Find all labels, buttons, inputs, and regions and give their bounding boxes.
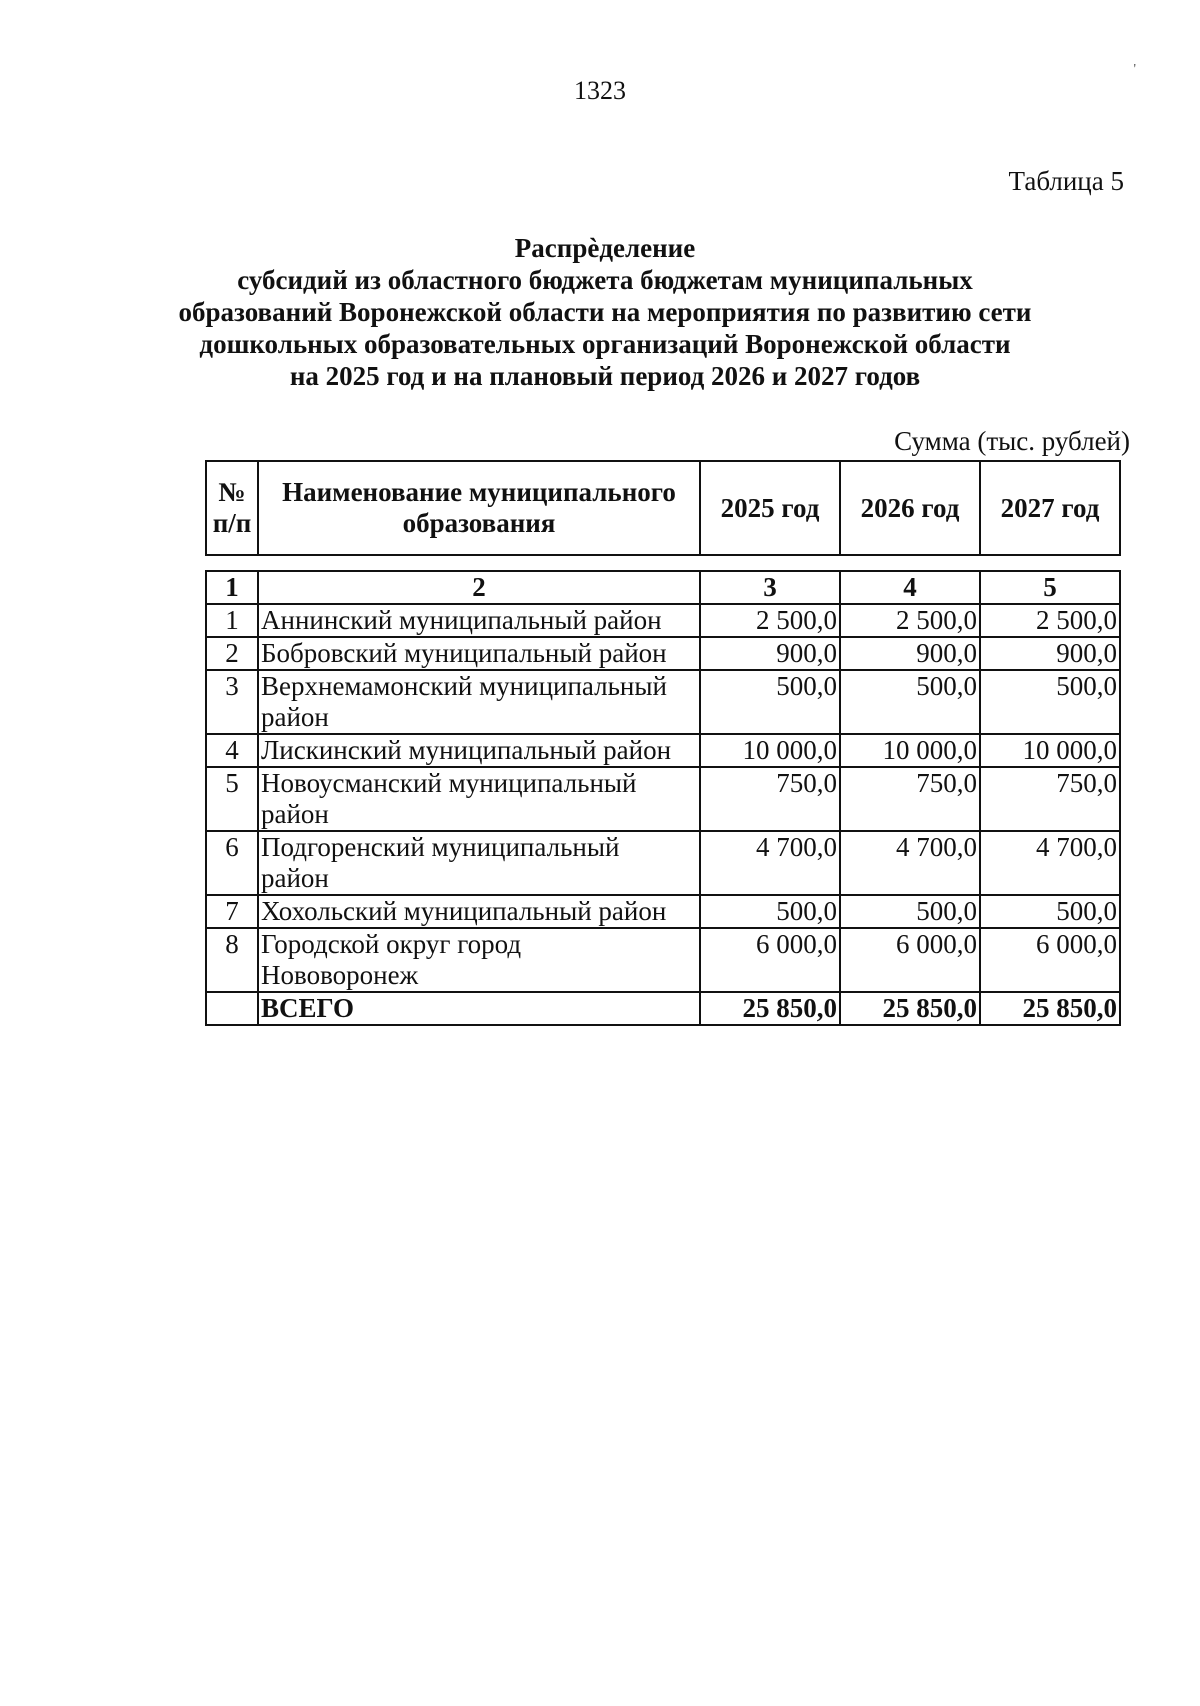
column-number: 4 xyxy=(840,571,980,604)
title-line: дошкольных образовательных организаций Воронежской области xyxy=(199,329,1011,359)
row-number: 2 xyxy=(206,637,258,670)
value-2025: 500,0 xyxy=(700,670,840,734)
header-num: № п/п xyxy=(206,461,258,555)
title-line: Распрѐделение xyxy=(514,233,696,263)
total-num-empty xyxy=(206,992,258,1025)
value-2027: 6 000,0 xyxy=(980,928,1120,992)
header-2026: 2026 год xyxy=(840,461,980,555)
column-number: 2 xyxy=(258,571,700,604)
total-2025: 25 850,0 xyxy=(700,992,840,1025)
row-number: 5 xyxy=(206,767,258,831)
table-row xyxy=(206,895,1120,928)
value-2025: 10 000,0 xyxy=(700,734,840,767)
total-2026: 25 850,0 xyxy=(840,992,980,1025)
header-2025: 2025 год xyxy=(700,461,840,555)
title-line: на 2025 год и на плановый период 2026 и 2027 годов xyxy=(289,361,921,391)
table-row xyxy=(206,767,1120,831)
municipality-name: Подгоренский муниципальный район xyxy=(258,831,700,895)
table-header xyxy=(205,460,1121,556)
municipality-name: Бобровский муниципальный район xyxy=(258,637,700,670)
value-2025: 4 700,0 xyxy=(700,831,840,895)
table-row xyxy=(206,734,1120,767)
table-row xyxy=(206,670,1120,734)
table-row xyxy=(206,604,1120,637)
row-number: 3 xyxy=(206,670,258,734)
value-2025: 750,0 xyxy=(700,767,840,831)
data-table xyxy=(205,570,1121,1026)
value-2026: 6 000,0 xyxy=(840,928,980,992)
value-2026: 500,0 xyxy=(840,895,980,928)
municipality-name: Верхнемамонский муниципальный район xyxy=(258,670,700,734)
value-2027: 4 700,0 xyxy=(980,831,1120,895)
table-row xyxy=(206,928,1120,992)
title-line: субсидий из областного бюджета бюджетам муниципальных xyxy=(237,265,973,295)
municipality-name: Новоусманский муниципальный район xyxy=(258,767,700,831)
value-2027: 2 500,0 xyxy=(980,604,1120,637)
column-number: 5 xyxy=(980,571,1120,604)
document-title xyxy=(130,232,1080,392)
value-2026: 900,0 xyxy=(840,637,980,670)
table-row xyxy=(206,831,1120,895)
value-2027: 750,0 xyxy=(980,767,1120,831)
value-2026: 4 700,0 xyxy=(840,831,980,895)
municipality-name: Аннинский муниципальный район xyxy=(258,604,700,637)
value-2026: 750,0 xyxy=(840,767,980,831)
value-2025: 900,0 xyxy=(700,637,840,670)
row-number: 6 xyxy=(206,831,258,895)
total-row xyxy=(206,992,1120,1025)
value-2026: 500,0 xyxy=(840,670,980,734)
header-name: Наименование муниципального образования xyxy=(258,461,700,555)
table-label: Таблица 5 xyxy=(1008,166,1124,196)
page-number: 1323 xyxy=(574,76,626,105)
margin-mark: ' xyxy=(1133,62,1136,77)
value-2025: 6 000,0 xyxy=(700,928,840,992)
row-number: 1 xyxy=(206,604,258,637)
table-row xyxy=(206,637,1120,670)
municipality-name: Лискинский муниципальный район xyxy=(258,734,700,767)
total-label: ВСЕГО xyxy=(258,992,700,1025)
column-number: 3 xyxy=(700,571,840,604)
value-2027: 900,0 xyxy=(980,637,1120,670)
title-line: образований Воронежской области на мероприятия по развитию сети xyxy=(178,297,1032,327)
municipality-name: Городской округ город Нововоронеж xyxy=(258,928,700,992)
municipality-name: Хохольский муниципальный район xyxy=(258,895,700,928)
units-label: Сумма (тыс. рублей) xyxy=(894,426,1130,456)
value-2025: 500,0 xyxy=(700,895,840,928)
value-2027: 500,0 xyxy=(980,895,1120,928)
header-row xyxy=(206,461,1120,555)
total-2027: 25 850,0 xyxy=(980,992,1120,1025)
row-number: 4 xyxy=(206,734,258,767)
value-2027: 500,0 xyxy=(980,670,1120,734)
value-2026: 10 000,0 xyxy=(840,734,980,767)
row-number: 7 xyxy=(206,895,258,928)
row-number: 8 xyxy=(206,928,258,992)
column-number: 1 xyxy=(206,571,258,604)
value-2026: 2 500,0 xyxy=(840,604,980,637)
value-2027: 10 000,0 xyxy=(980,734,1120,767)
header-2027: 2027 год xyxy=(980,461,1120,555)
value-2025: 2 500,0 xyxy=(700,604,840,637)
column-numbers-row xyxy=(206,571,1120,604)
